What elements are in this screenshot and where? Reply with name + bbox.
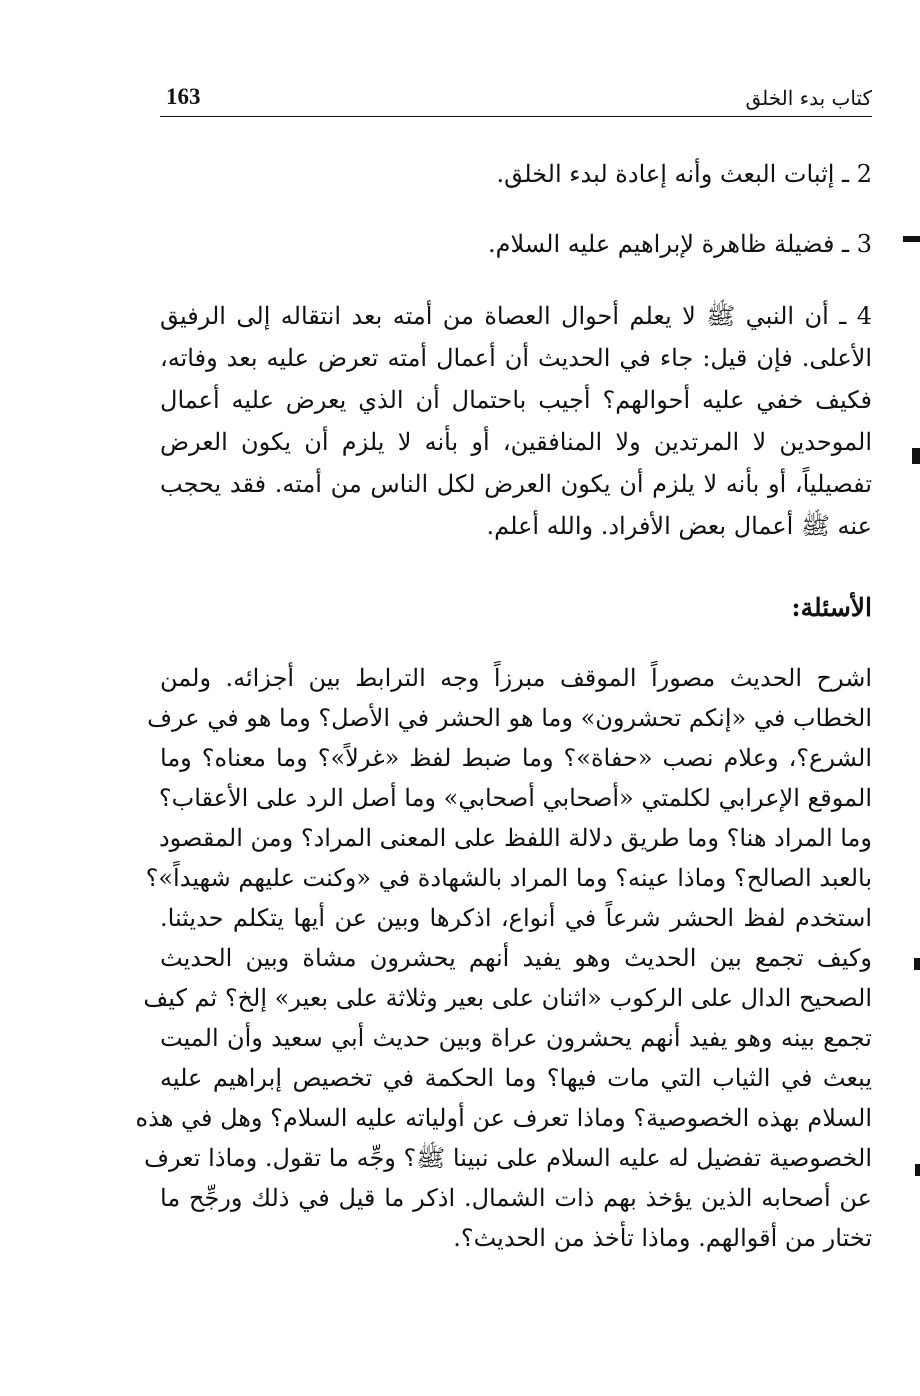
- questions-heading: الأسئلة:: [791, 593, 872, 622]
- question-line: الصحيح الدال على الركوب «اثنان على بعير وثلاثة على بعير» إلخ؟ ثم كيف: [143, 984, 872, 1012]
- question-line: وكيف تجمع بين الحديث وهو يفيد أنهم يحشرون مشاة وبين الحديث: [160, 944, 872, 972]
- question-line: وما المراد هنا؟ وما طريق دلالة اللفظ على المعنى المراد؟ ومن المقصود: [158, 824, 872, 852]
- question-line: الخصوصية تفضيل له عليه السلام على نبينا ﷺ؟ وجِّه ما تقول. وماذا تعرف: [144, 1144, 872, 1172]
- point-3: 3 ـ فضيلة ظاهرة لإبراهيم عليه السلام.: [487, 230, 872, 258]
- running-title: كتاب بدء الخلق: [745, 86, 872, 110]
- question-line: الشرع؟، وعلام نصب «حفاة»؟ وما ضبط لفظ «غرلاً»؟ وما معناه؟ وما: [160, 744, 872, 772]
- point-2: 2 ـ إثبات البعث وأنه إعادة لبدء الخلق.: [496, 160, 872, 188]
- question-line: السلام بهذه الخصوصية؟ وماذا تعرف عن أولياته عليه السلام؟ وهل في هذه: [135, 1104, 872, 1132]
- page-number: 163: [166, 84, 201, 109]
- question-line: تختار من أقوالهم. وماذا تأخذ من الحديث؟.: [453, 1224, 872, 1252]
- page-header: [160, 84, 872, 117]
- point-4-line: الموحدين لا المرتدين ولا المنافقين، أو بأنه لا يلزم أن يكون العرض: [160, 428, 872, 456]
- point-4-line: 4 ـ أن النبي ﷺ لا يعلم أحوال العصاة من أمته بعد انتقاله إلى الرفيق: [160, 302, 872, 330]
- question-line: الخطاب في «إنكم تحشرون» وما هو الحشر في الأصل؟ وما هو في عرف: [147, 704, 872, 732]
- point-4-line: تفصيلياً، أو بأنه لا يلزم أن يكون العرض لكل الناس من أمته. فقد يحجب: [160, 470, 872, 498]
- margin-mark: [912, 448, 920, 464]
- margin-mark: [914, 958, 920, 970]
- margin-mark: [915, 1164, 920, 1176]
- question-line: الموقع الإعرابي لكلمتي «أصحابي أصحابي» وما أصل الرد على الأعقاب؟: [158, 784, 872, 812]
- question-line: عن أصحابه الذين يؤخذ بهم ذات الشمال. اذكر ما قيل في ذلك ورجِّح ما: [160, 1184, 872, 1212]
- margin-mark: [903, 236, 920, 242]
- point-4-line: عنه ﷺ أعمال بعض الأفراد. والله أعلم.: [486, 512, 872, 540]
- point-4-line: فكيف خفي عليه أحوالهم؟ أجيب باحتمال أن الذي يعرض عليه أعمال: [160, 386, 872, 414]
- question-line: تجمع بينه وهو يفيد أنهم يحشرون عراة وبين حديث أبي سعيد وأن الميت: [160, 1024, 872, 1052]
- question-line: يبعث في الثياب التي مات فيها؟ وما الحكمة في تخصيص إبراهيم عليه: [160, 1064, 872, 1092]
- question-line: استخدم لفظ الحشر شرعاً في أنواع، اذكرها وبين عن أيها يتكلم حديثنا.: [160, 904, 872, 932]
- question-line: اشرح الحديث مصوراً الموقف مبرزاً وجه الترابط بين أجزائه. ولمن: [160, 664, 872, 692]
- question-line: بالعبد الصالح؟ وماذا عينه؟ وما المراد بالشهادة في «وكنت عليهم شهيداً»؟: [145, 864, 872, 892]
- point-4-line: الأعلى. فإن قيل: جاء في الحديث أن أعمال أمته تعرض عليه بعد وفاته،: [160, 344, 872, 372]
